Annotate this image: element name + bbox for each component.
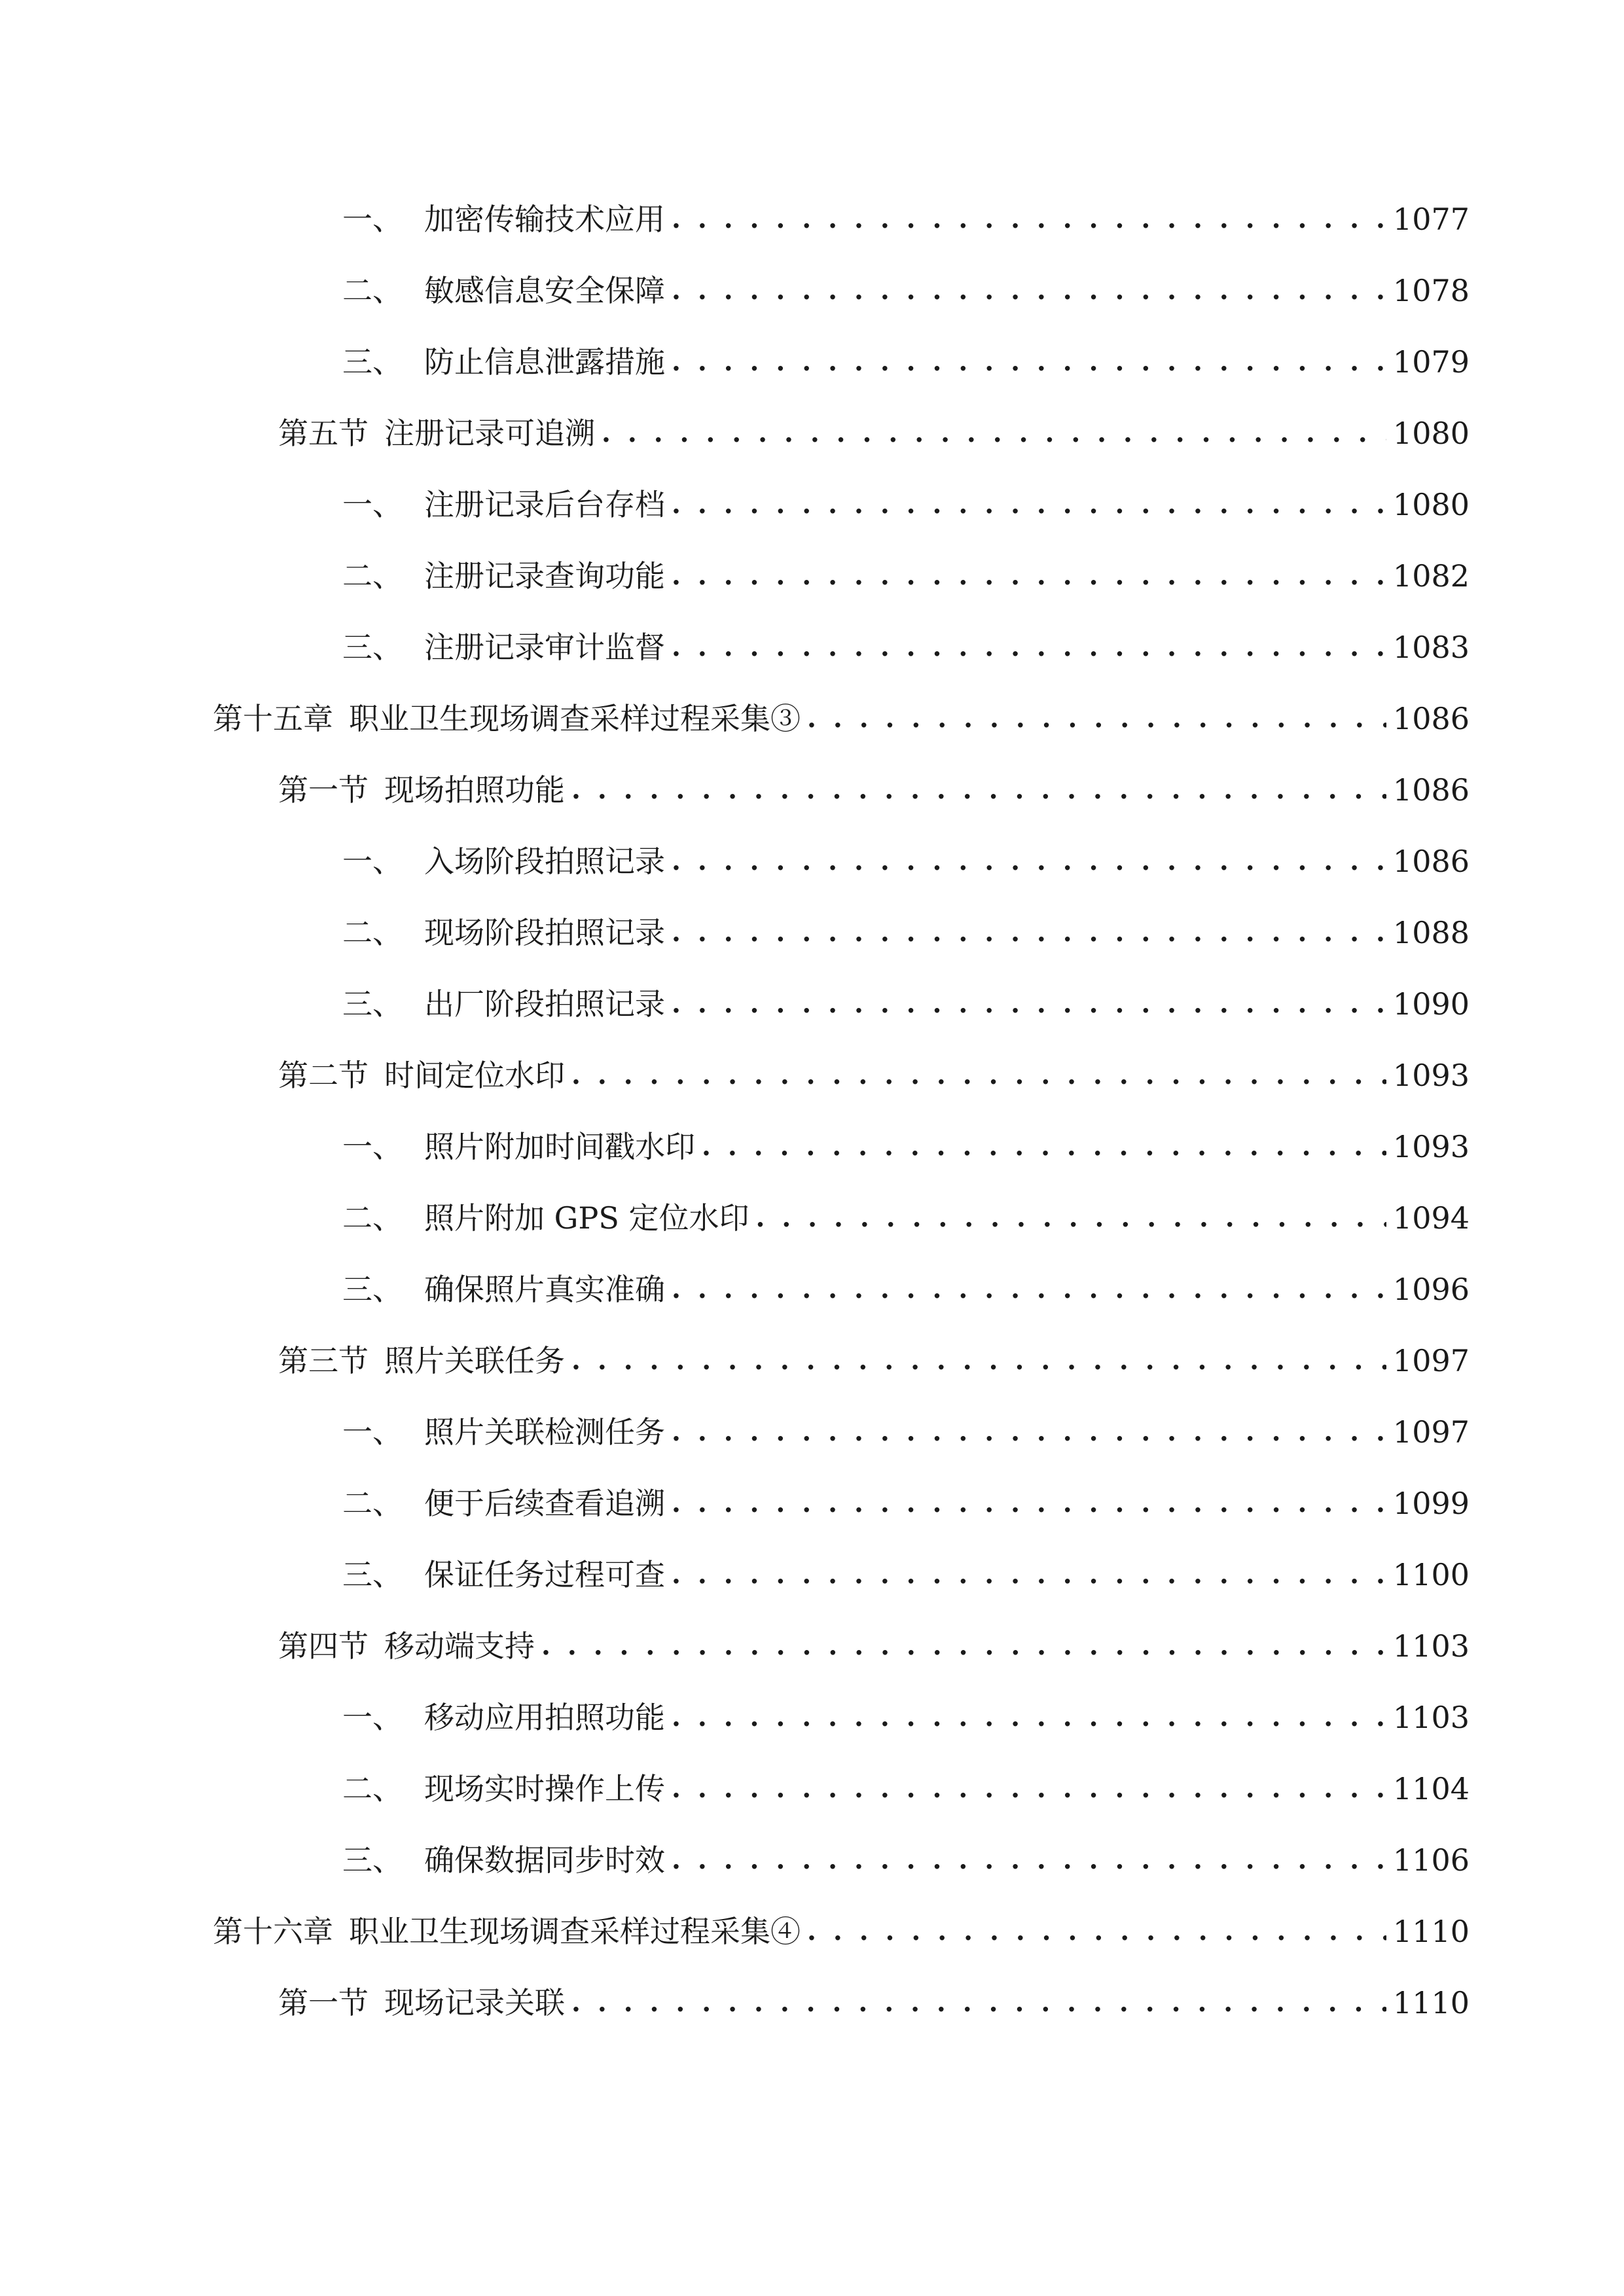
toc-entry-page: 1096 [1386,1263,1470,1316]
toc-section-entry[interactable] [278,1335,1470,1387]
toc-entry-page: 1077 [1386,193,1470,245]
dot-leader [672,1691,1386,1744]
dot-leader [755,1192,1386,1244]
toc-entry-page: 1103 [1386,1691,1470,1744]
toc-section-entry[interactable] [278,764,1470,816]
toc-entry-page: 1094 [1386,1192,1470,1244]
toc-entry-page: 1079 [1386,336,1470,388]
toc-entry-title: 入场阶段拍照记录 [424,844,665,879]
toc-entry-title: 照片附加时间戳水印 [424,1129,695,1164]
toc-entry-page: 1100 [1386,1549,1470,1601]
toc-entry-title: 注册记录查询功能 [424,558,665,594]
toc-entry-title: 注册记录可追溯 [384,416,595,451]
dot-leader [672,550,1386,602]
toc-entry-page: 1097 [1386,1335,1470,1387]
toc-entry-title: 确保照片真实准确 [424,1272,665,1307]
toc-entry-title: 职业卫生现场调查采样过程采集③ [349,701,801,736]
toc-entry-page: 1097 [1386,1406,1470,1458]
toc-entry-title: 照片附加 GPS 定位水印 [424,1200,749,1236]
toc-entry-number: 一、 [342,1700,403,1735]
toc-entry-title: 敏感信息安全保障 [424,273,665,308]
toc-entry[interactable] [342,1406,1470,1458]
toc-entry-title: 现场实时操作上传 [424,1771,665,1806]
toc-entry-title: 现场阶段拍照记录 [424,915,665,950]
toc-entry[interactable] [342,978,1470,1030]
toc-entry-page: 1104 [1386,1763,1470,1815]
dot-leader [672,1834,1386,1886]
toc-entry-page: 1078 [1386,264,1470,317]
toc-entry-page: 1080 [1386,478,1470,531]
toc-entry-title: 现场记录关联 [384,1985,565,2020]
dot-leader [672,1406,1386,1458]
toc-entry-title: 职业卫生现场调查采样过程采集④ [349,1914,801,1949]
toc-entry[interactable] [342,550,1470,602]
toc-entry-number: 二、 [342,558,403,594]
toc-entry-number: 二、 [342,1486,403,1521]
dot-leader [541,1620,1386,1672]
toc-entry-title: 注册记录审计监督 [424,630,665,665]
toc-entry-number: 一、 [342,487,403,522]
toc-chapter-entry[interactable] [213,1905,1470,1958]
toc-entry-page: 1086 [1386,835,1470,888]
toc-section-entry[interactable] [278,1049,1470,1102]
toc-entry[interactable] [342,1192,1470,1244]
toc-entry-page: 1086 [1386,764,1470,816]
toc-entry-title: 移动应用拍照功能 [424,1700,665,1735]
toc-section-entry[interactable] [278,1977,1470,2029]
toc-entry-page: 1080 [1386,407,1470,459]
toc-entry-number: 三、 [342,630,403,665]
toc-section-entry[interactable] [278,407,1470,459]
toc-entry[interactable] [342,336,1470,388]
toc-entry-title: 照片关联任务 [384,1343,565,1378]
toc-entry-page: 1110 [1386,1977,1470,2029]
dot-leader [602,407,1386,459]
dot-leader [672,264,1386,317]
toc-entry-title: 加密传输技术应用 [424,202,665,237]
toc-entry-page: 1099 [1386,1477,1470,1530]
toc-entry-title: 防止信息泄露措施 [424,344,665,380]
toc-entry-number: 一、 [342,202,403,237]
toc-entry-number: 三、 [342,1842,403,1878]
toc-section-label: 第一节 [278,772,369,808]
dot-leader [672,978,1386,1030]
toc-entry[interactable] [342,193,1470,245]
toc-chapter-label: 第十五章 [213,701,333,736]
toc-entry-page: 1088 [1386,906,1470,959]
toc-entry[interactable] [342,906,1470,959]
toc-entry[interactable] [342,1691,1470,1744]
toc-entry-page: 1106 [1386,1834,1470,1886]
toc-entry-page: 1090 [1386,978,1470,1030]
toc-entry-number: 二、 [342,1200,403,1236]
toc-entry-title: 确保数据同步时效 [424,1842,665,1878]
dot-leader [571,1977,1386,2029]
toc-entry-number: 二、 [342,273,403,308]
toc-section-label: 第四节 [278,1628,369,1664]
dot-leader [702,1121,1386,1173]
dot-leader [672,478,1386,531]
toc-entry-number: 一、 [342,844,403,879]
toc-entry[interactable] [342,1263,1470,1316]
dot-leader [672,1763,1386,1815]
toc-section-label: 第五节 [278,416,369,451]
toc-entry-page: 1110 [1386,1905,1470,1958]
dot-leader [571,1049,1386,1102]
dot-leader [672,193,1386,245]
toc-entry-title: 保证任务过程可查 [424,1557,665,1592]
toc-entry-number: 二、 [342,915,403,950]
dot-leader [672,621,1386,673]
toc-entry[interactable] [342,621,1470,673]
toc-entry[interactable] [342,1121,1470,1173]
toc-entry-page: 1086 [1386,692,1470,745]
toc-entry-number: 一、 [342,1414,403,1450]
dot-leader [571,1335,1386,1387]
toc-entry-page: 1093 [1386,1049,1470,1102]
dot-leader [672,1549,1386,1601]
toc-entry[interactable] [342,264,1470,317]
toc-entry-title: 便于后续查看追溯 [424,1486,665,1521]
toc-entry[interactable] [342,1477,1470,1530]
toc-entry-number: 三、 [342,344,403,380]
dot-leader [672,835,1386,888]
toc-entry-page: 1083 [1386,621,1470,673]
toc-chapter-entry[interactable] [213,692,1470,745]
toc-entry[interactable] [342,835,1470,888]
toc-entry-number: 一、 [342,1129,403,1164]
dot-leader [672,1263,1386,1316]
dot-leader [672,1477,1386,1530]
toc-entry-number: 二、 [342,1771,403,1806]
toc-entry-title: 照片关联检测任务 [424,1414,665,1450]
toc-entry-title: 现场拍照功能 [384,772,565,808]
toc-chapter-label: 第十六章 [213,1914,333,1949]
toc-entry-page: 1103 [1386,1620,1470,1672]
toc-entry-number: 三、 [342,986,403,1022]
toc-entry-number: 三、 [342,1557,403,1592]
toc-entry-title: 出厂阶段拍照记录 [424,986,665,1022]
toc-section-label: 第二节 [278,1058,369,1093]
toc-section-entry[interactable] [278,1620,1470,1672]
toc-entry-title: 移动端支持 [384,1628,535,1664]
toc-section-label: 第一节 [278,1985,369,2020]
toc-entry-number: 三、 [342,1272,403,1307]
toc-entry[interactable] [342,1549,1470,1601]
dot-leader [807,1905,1386,1958]
toc-entry[interactable] [342,478,1470,531]
dot-leader [672,906,1386,959]
toc-entry[interactable] [342,1834,1470,1886]
dot-leader [807,692,1386,745]
toc-entry[interactable] [342,1763,1470,1815]
dot-leader [571,764,1386,816]
toc-entry-title: 注册记录后台存档 [424,487,665,522]
toc-entry-page: 1082 [1386,550,1470,602]
toc-section-label: 第三节 [278,1343,369,1378]
dot-leader [672,336,1386,388]
toc-entry-page: 1093 [1386,1121,1470,1173]
toc-entry-title: 时间定位水印 [384,1058,565,1093]
